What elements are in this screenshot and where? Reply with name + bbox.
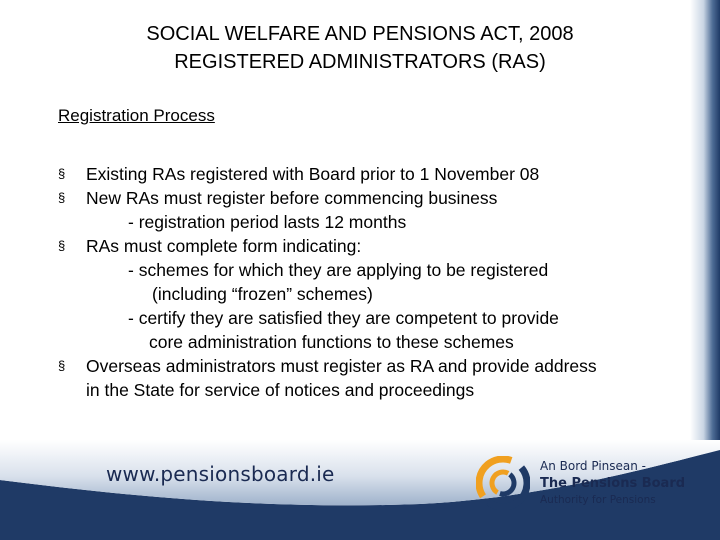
list-item-continuation	[58, 210, 708, 234]
list-item-continuation	[58, 258, 708, 282]
bullet-marker: §	[58, 166, 66, 181]
list-item	[58, 234, 708, 258]
bullet-marker: §	[58, 358, 66, 373]
bullet-text: New RAs must register before commencing business	[86, 188, 498, 208]
sub-item-text: (including “frozen” schemes)	[152, 284, 373, 304]
sub-item-text: - schemes for which they are applying to be registered	[128, 260, 549, 280]
slide-title	[40, 20, 680, 76]
bullet-text: Existing RAs registered with Board prior to 1 November 08	[86, 164, 540, 184]
list-item-continuation	[58, 306, 708, 330]
bullet-text: RAs must complete form indicating:	[86, 236, 362, 256]
list-item-continuation	[58, 378, 708, 402]
list-item-continuation	[58, 330, 708, 354]
website-link[interactable]: www.pensionsboard.ie	[106, 462, 335, 486]
title-line-1: SOCIAL WELFARE AND PENSIONS ACT, 2008	[146, 23, 574, 45]
pensions-board-logo	[476, 456, 530, 510]
list-item	[58, 186, 708, 210]
title-line-2: REGISTERED ADMINISTRATORS (RAS)	[174, 51, 546, 73]
bullet-marker: §	[58, 190, 66, 205]
bullet-text: in the State for service of notices and proceedings	[86, 380, 475, 400]
bullet-marker: §	[58, 238, 66, 253]
list-item	[58, 354, 708, 378]
sub-item-text: - certify they are satisfied they are competent to provide	[128, 308, 559, 328]
org-line-1: An Bord Pinsean -	[540, 459, 647, 473]
list-item	[58, 162, 708, 186]
sub-item-text: core administration functions to these schemes	[149, 332, 514, 352]
org-line-2: The Pensions Board	[540, 476, 686, 491]
bullet-list	[58, 162, 708, 402]
section-heading: Registration Process	[58, 106, 215, 125]
list-item-continuation	[58, 282, 708, 306]
org-line-3: Authority for Pensions	[540, 494, 656, 506]
logo-icon	[476, 456, 530, 510]
bullet-text: Overseas administrators must register as RA and provide address	[86, 356, 597, 376]
sub-item-text: - registration period lasts 12 months	[128, 212, 407, 232]
organisation-name	[540, 458, 685, 509]
